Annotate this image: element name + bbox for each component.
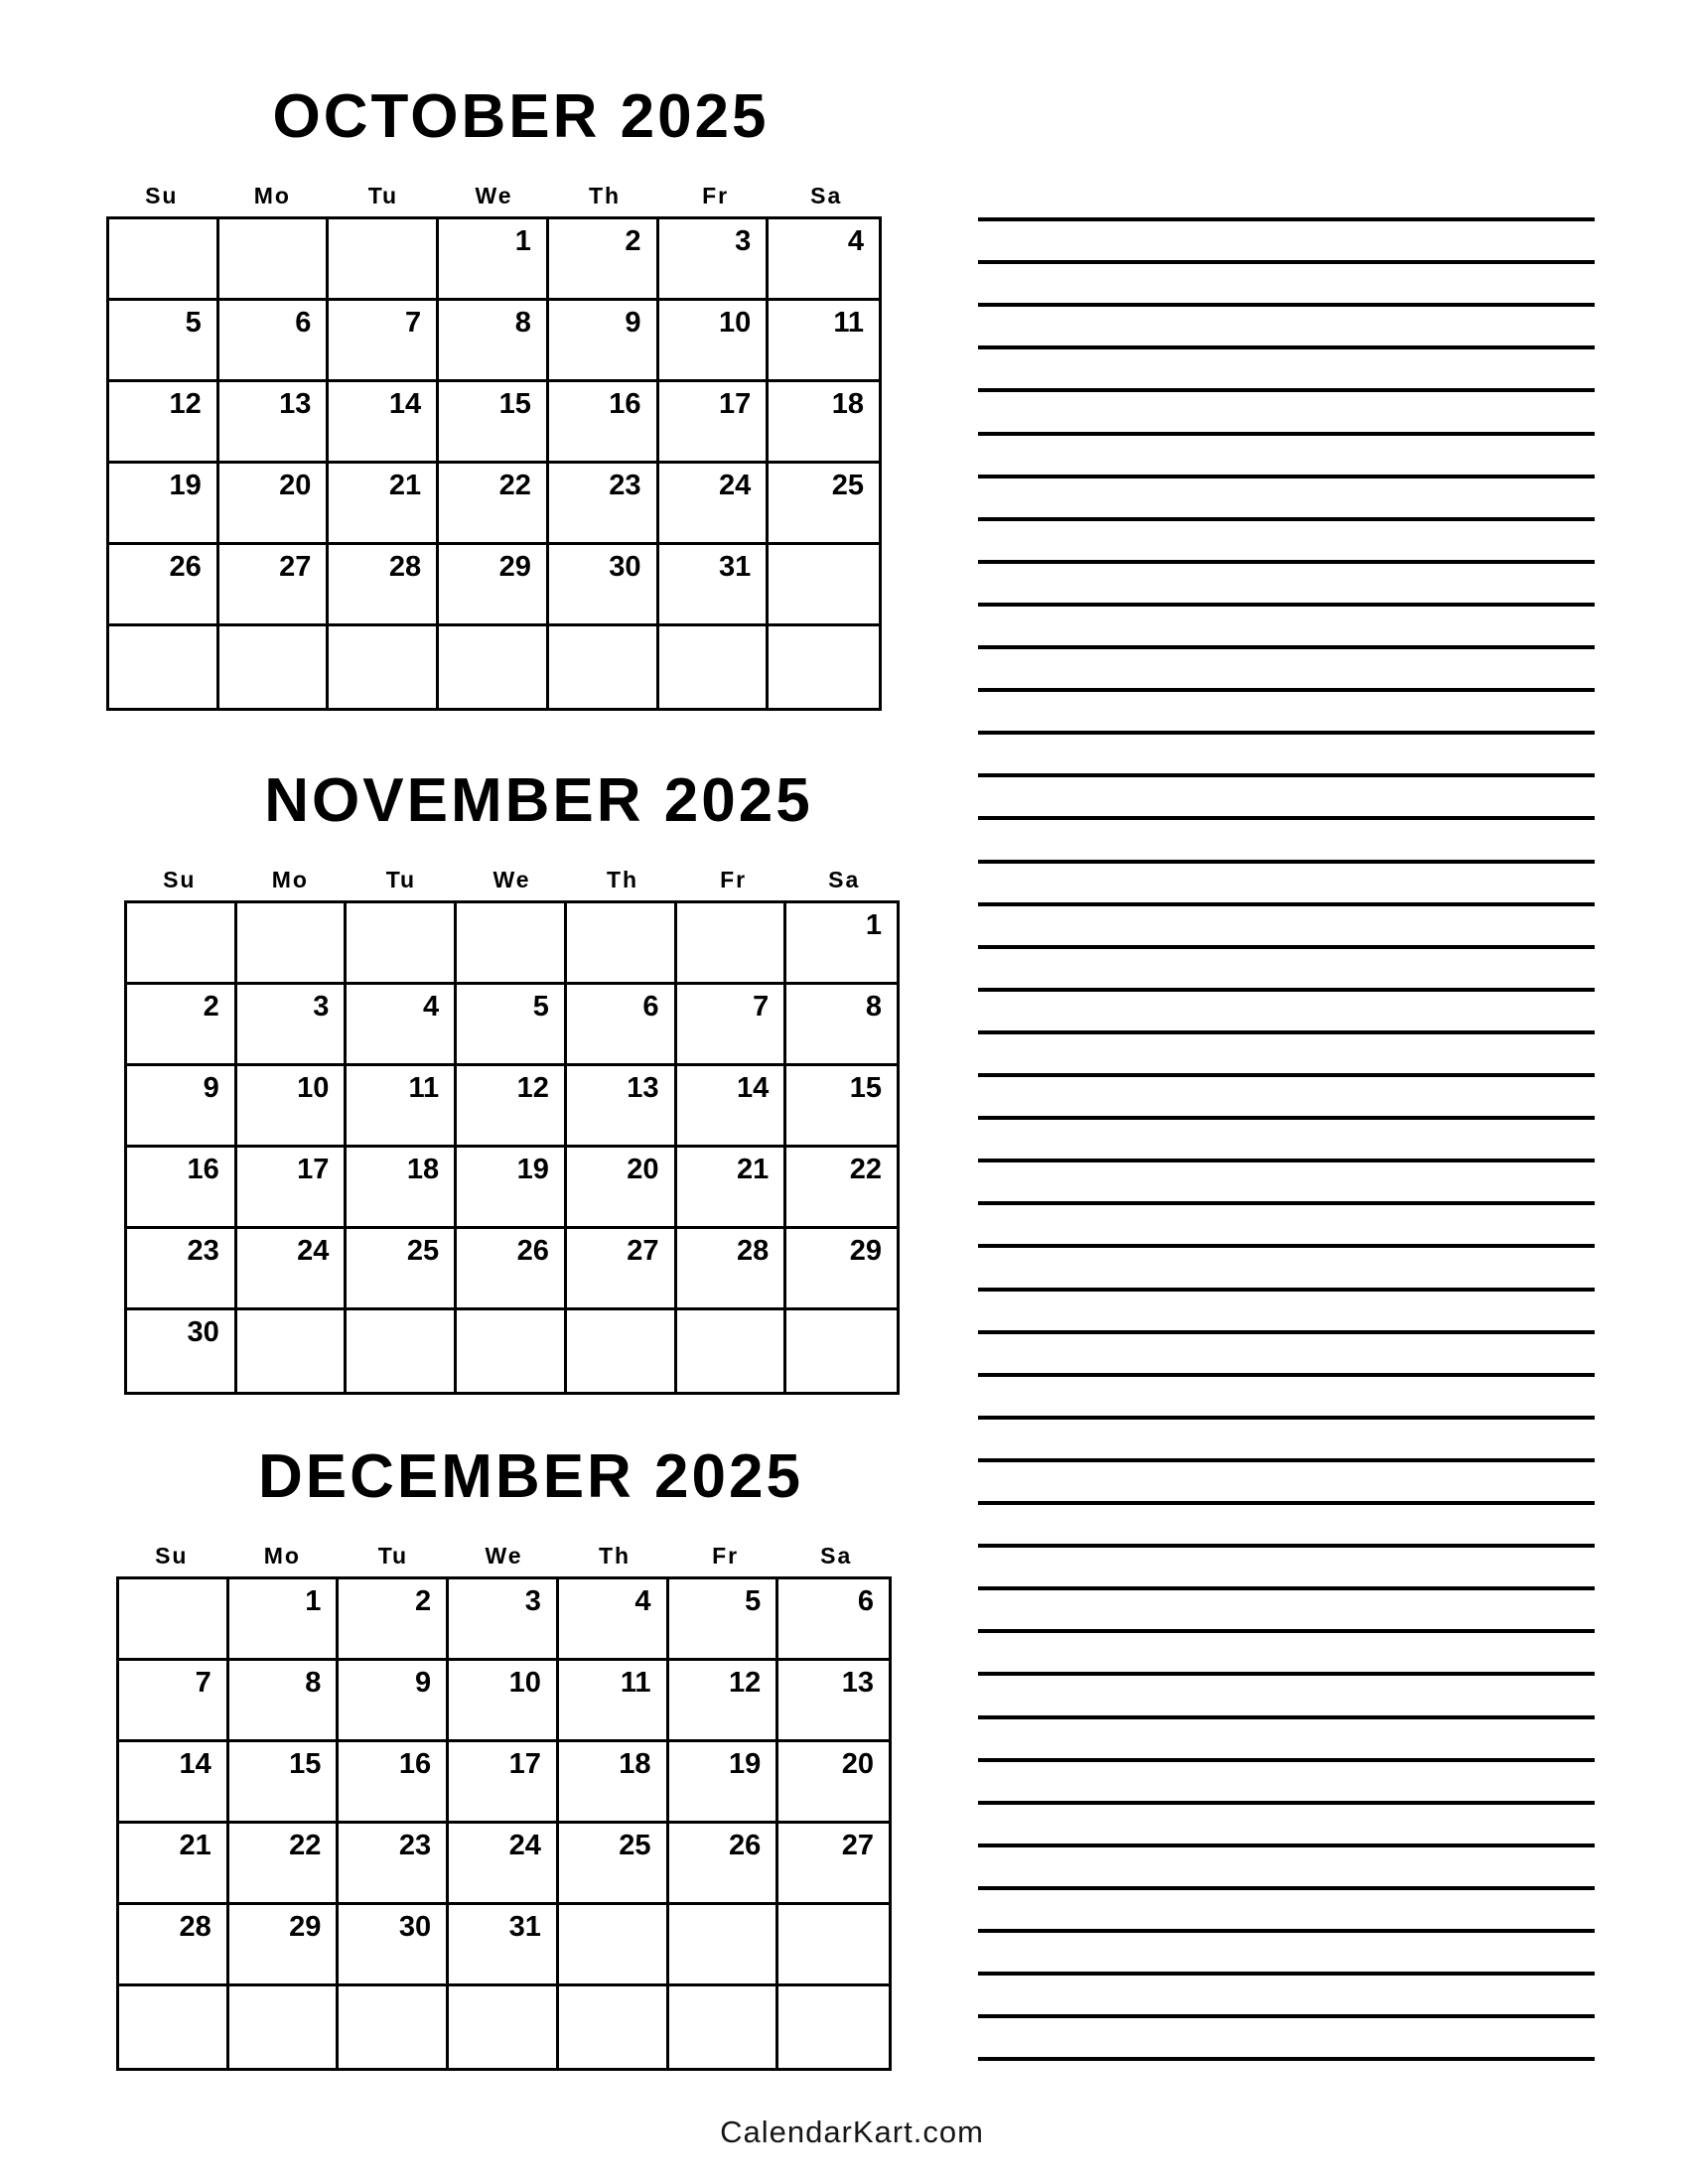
- calendar-cell: 30: [549, 545, 659, 626]
- calendar-grid: [106, 216, 882, 711]
- calendar-cell: [329, 219, 439, 301]
- calendar-cell: [778, 1905, 889, 1986]
- calendar-cell: [549, 626, 659, 708]
- calendar-cell: 19: [669, 1742, 779, 1824]
- calendar-cell: [778, 1986, 889, 2068]
- weekday-header-row: [116, 1542, 892, 1570]
- calendar-cell: 15: [439, 382, 549, 464]
- calendar-cell: 31: [659, 545, 770, 626]
- weekday-label: Sa: [820, 1543, 853, 1569]
- calendar-cell: 10: [237, 1066, 348, 1148]
- month-section: [116, 1418, 892, 2071]
- calendar-cell: 3: [237, 985, 348, 1066]
- calendar-cell: 27: [219, 545, 330, 626]
- calendar-cell: 26: [457, 1229, 567, 1310]
- note-line: [978, 1116, 1595, 1120]
- calendar-cell: [339, 1986, 449, 2068]
- calendar-cell: 24: [659, 464, 770, 545]
- calendar-cell: [347, 1310, 457, 1392]
- note-line: [978, 1586, 1595, 1590]
- calendar-cell: [559, 1986, 669, 2068]
- weekday-label: Su: [145, 183, 179, 208]
- note-line: [978, 1715, 1595, 1719]
- calendar-cell: 17: [449, 1742, 559, 1824]
- calendar-cell: 9: [339, 1661, 449, 1742]
- calendar-cell: 11: [769, 301, 879, 382]
- calendar-cell: 9: [127, 1066, 237, 1148]
- weekday-label: Mo: [263, 1543, 301, 1569]
- note-line: [978, 603, 1595, 607]
- note-line: [978, 1373, 1595, 1377]
- calendar-cell: 25: [347, 1229, 457, 1310]
- calendar-cell: [127, 903, 237, 985]
- calendar-cell: [559, 1905, 669, 1986]
- note-line: [978, 1629, 1595, 1633]
- calendar-cell: [457, 903, 567, 985]
- calendar-cell: 12: [109, 382, 219, 464]
- weekday-label: Th: [599, 1543, 632, 1569]
- calendar-cell: 19: [109, 464, 219, 545]
- calendar-cell: 13: [567, 1066, 677, 1148]
- calendar-cell: 18: [347, 1148, 457, 1229]
- note-line: [978, 303, 1595, 307]
- note-line: [978, 475, 1595, 478]
- note-line: [978, 517, 1595, 521]
- weekday-label: Su: [155, 1543, 189, 1569]
- calendar-cell: [229, 1986, 340, 2068]
- calendar-cell: [669, 1986, 779, 2068]
- calendar-cell: 24: [449, 1824, 559, 1905]
- calendar-grid: [116, 1576, 892, 2071]
- calendar-cell: 28: [677, 1229, 787, 1310]
- calendar-cell: 23: [339, 1824, 449, 1905]
- weekday-label: Fr: [720, 867, 748, 892]
- calendar-cell: 23: [549, 464, 659, 545]
- calendar-cell: 25: [769, 464, 879, 545]
- calendar-cell: 30: [127, 1310, 237, 1392]
- calendar-cell: [439, 626, 549, 708]
- weekday-label: Tu: [385, 867, 417, 892]
- note-line: [978, 1929, 1595, 1933]
- note-line: [978, 645, 1595, 649]
- calendar-cell: [109, 219, 219, 301]
- calendar-cell: 31: [449, 1905, 559, 1986]
- calendar-grid: [124, 900, 900, 1395]
- calendar-cell: 10: [659, 301, 770, 382]
- calendar-cell: 30: [339, 1905, 449, 1986]
- calendar-cell: 5: [457, 985, 567, 1066]
- weekday-label: Tu: [377, 1543, 409, 1569]
- calendar-cell: 28: [119, 1905, 229, 1986]
- calendar-cell: 9: [549, 301, 659, 382]
- note-line: [978, 1801, 1595, 1805]
- note-line: [978, 902, 1595, 906]
- note-line: [978, 1201, 1595, 1205]
- note-line: [978, 1159, 1595, 1162]
- month-section: [124, 742, 900, 1395]
- note-line: [978, 388, 1595, 392]
- calendar-cell: 20: [778, 1742, 889, 1824]
- weekday-label: We: [492, 867, 531, 892]
- calendar-cell: 29: [439, 545, 549, 626]
- calendar-cell: [677, 1310, 787, 1392]
- weekday-label: Sa: [828, 867, 861, 892]
- note-line: [978, 1758, 1595, 1762]
- note-line: [978, 773, 1595, 777]
- note-line: [978, 1458, 1595, 1462]
- calendar-cell: 22: [439, 464, 549, 545]
- calendar-cell: 2: [127, 985, 237, 1066]
- calendar-cell: 15: [786, 1066, 897, 1148]
- calendar-cell: 12: [457, 1066, 567, 1148]
- calendar-cell: 16: [549, 382, 659, 464]
- calendar-cell: [219, 626, 330, 708]
- calendar-cell: [119, 1579, 229, 1661]
- calendar-cell: 13: [778, 1661, 889, 1742]
- calendar-cell: [567, 1310, 677, 1392]
- calendar-cell: 1: [229, 1579, 340, 1661]
- note-line: [978, 217, 1595, 221]
- calendar-cell: 8: [439, 301, 549, 382]
- calendar-cell: 15: [229, 1742, 340, 1824]
- note-line: [978, 688, 1595, 692]
- calendar-cell: 11: [559, 1661, 669, 1742]
- calendar-cell: 27: [567, 1229, 677, 1310]
- calendar-cell: [347, 903, 457, 985]
- calendar-cell: [457, 1310, 567, 1392]
- calendar-cell: [786, 1310, 897, 1392]
- note-line: [978, 1073, 1595, 1077]
- note-line: [978, 1544, 1595, 1548]
- calendar-cell: [769, 545, 879, 626]
- note-line: [978, 560, 1595, 564]
- calendar-cell: 20: [567, 1148, 677, 1229]
- calendar-cell: 14: [329, 382, 439, 464]
- calendar-cell: 18: [559, 1742, 669, 1824]
- note-line: [978, 1416, 1595, 1420]
- calendar-cell: 19: [457, 1148, 567, 1229]
- calendar-cell: [109, 626, 219, 708]
- calendar-cell: 18: [769, 382, 879, 464]
- weekday-label: Th: [589, 183, 622, 208]
- calendar-cell: [669, 1905, 779, 1986]
- calendar-cell: [677, 903, 787, 985]
- calendar-cell: 24: [237, 1229, 348, 1310]
- month-title: NOVEMBER 2025: [264, 766, 813, 835]
- note-line: [978, 731, 1595, 735]
- calendar-cell: 14: [119, 1742, 229, 1824]
- month-title: OCTOBER 2025: [272, 82, 770, 151]
- note-line: [978, 945, 1595, 949]
- calendar-cell: 25: [559, 1824, 669, 1905]
- calendar-cell: 21: [119, 1824, 229, 1905]
- calendar-cell: 5: [669, 1579, 779, 1661]
- weekday-label: Mo: [253, 183, 291, 208]
- calendar-cell: [567, 903, 677, 985]
- weekday-label: Fr: [702, 183, 730, 208]
- calendar-cell: 4: [347, 985, 457, 1066]
- note-line: [978, 345, 1595, 349]
- weekday-label: Su: [163, 867, 197, 892]
- calendar-cell: 28: [329, 545, 439, 626]
- calendar-cell: [219, 219, 330, 301]
- note-line: [978, 816, 1595, 820]
- watermark-text: CalendarKart.com: [720, 2115, 984, 2149]
- calendar-cell: 21: [329, 464, 439, 545]
- calendar-cell: 21: [677, 1148, 787, 1229]
- calendar-cell: 5: [109, 301, 219, 382]
- calendar-cell: 14: [677, 1066, 787, 1148]
- weekday-label: We: [475, 183, 513, 208]
- note-line: [978, 1244, 1595, 1248]
- calendar-cell: 3: [449, 1579, 559, 1661]
- note-line: [978, 1030, 1595, 1034]
- calendar-cell: 10: [449, 1661, 559, 1742]
- note-line: [978, 1672, 1595, 1676]
- note-line: [978, 1886, 1595, 1890]
- calendar-cell: 23: [127, 1229, 237, 1310]
- calendar-cell: [237, 1310, 348, 1392]
- calendar-cell: 7: [119, 1661, 229, 1742]
- month-section: [106, 58, 882, 711]
- calendar-cell: 8: [786, 985, 897, 1066]
- calendar-cell: 26: [669, 1824, 779, 1905]
- calendar-cell: 6: [219, 301, 330, 382]
- calendar-cell: 16: [339, 1742, 449, 1824]
- calendar-cell: 6: [778, 1579, 889, 1661]
- calendar-cell: 7: [677, 985, 787, 1066]
- calendar-cell: 20: [219, 464, 330, 545]
- weekday-label: Fr: [712, 1543, 740, 1569]
- calendar-cell: [329, 626, 439, 708]
- weekday-header-row: [124, 866, 900, 893]
- calendar-cell: 29: [786, 1229, 897, 1310]
- weekday-label: Th: [607, 867, 639, 892]
- note-line: [978, 2014, 1595, 2018]
- calendar-cell: 22: [229, 1824, 340, 1905]
- calendar-cell: [237, 903, 348, 985]
- month-title: DECEMBER 2025: [258, 1442, 803, 1511]
- weekday-header-row: [106, 182, 882, 209]
- weekday-label: We: [485, 1543, 523, 1569]
- calendar-cell: 8: [229, 1661, 340, 1742]
- note-line: [978, 1972, 1595, 1976]
- calendar-cell: 6: [567, 985, 677, 1066]
- calendar-cell: 4: [559, 1579, 669, 1661]
- calendar-cell: 7: [329, 301, 439, 382]
- note-line: [978, 1843, 1595, 1847]
- calendar-cell: 11: [347, 1066, 457, 1148]
- note-line: [978, 260, 1595, 264]
- calendar-cell: 16: [127, 1148, 237, 1229]
- calendar-cell: 17: [659, 382, 770, 464]
- calendar-cell: 27: [778, 1824, 889, 1905]
- note-line: [978, 1501, 1595, 1505]
- note-line: [978, 432, 1595, 436]
- calendar-cell: 29: [229, 1905, 340, 1986]
- calendar-cell: 1: [439, 219, 549, 301]
- note-line: [978, 2057, 1595, 2061]
- calendar-cell: 2: [339, 1579, 449, 1661]
- note-line: [978, 1330, 1595, 1334]
- calendar-cell: 3: [659, 219, 770, 301]
- calendar-cell: 17: [237, 1148, 348, 1229]
- calendar-cell: 13: [219, 382, 330, 464]
- calendar-cell: [449, 1986, 559, 2068]
- weekday-label: Mo: [271, 867, 309, 892]
- calendar-cell: 22: [786, 1148, 897, 1229]
- calendar-cell: [119, 1986, 229, 2068]
- calendar-cell: 4: [769, 219, 879, 301]
- calendar-cell: 26: [109, 545, 219, 626]
- note-line: [978, 988, 1595, 992]
- weekday-label: Sa: [810, 183, 843, 208]
- calendar-cell: 12: [669, 1661, 779, 1742]
- note-line: [978, 1288, 1595, 1292]
- calendar-cell: [659, 626, 770, 708]
- calendar-cell: 2: [549, 219, 659, 301]
- calendar-cell: 1: [786, 903, 897, 985]
- weekday-label: Tu: [367, 183, 399, 208]
- note-line: [978, 860, 1595, 864]
- calendar-cell: [769, 626, 879, 708]
